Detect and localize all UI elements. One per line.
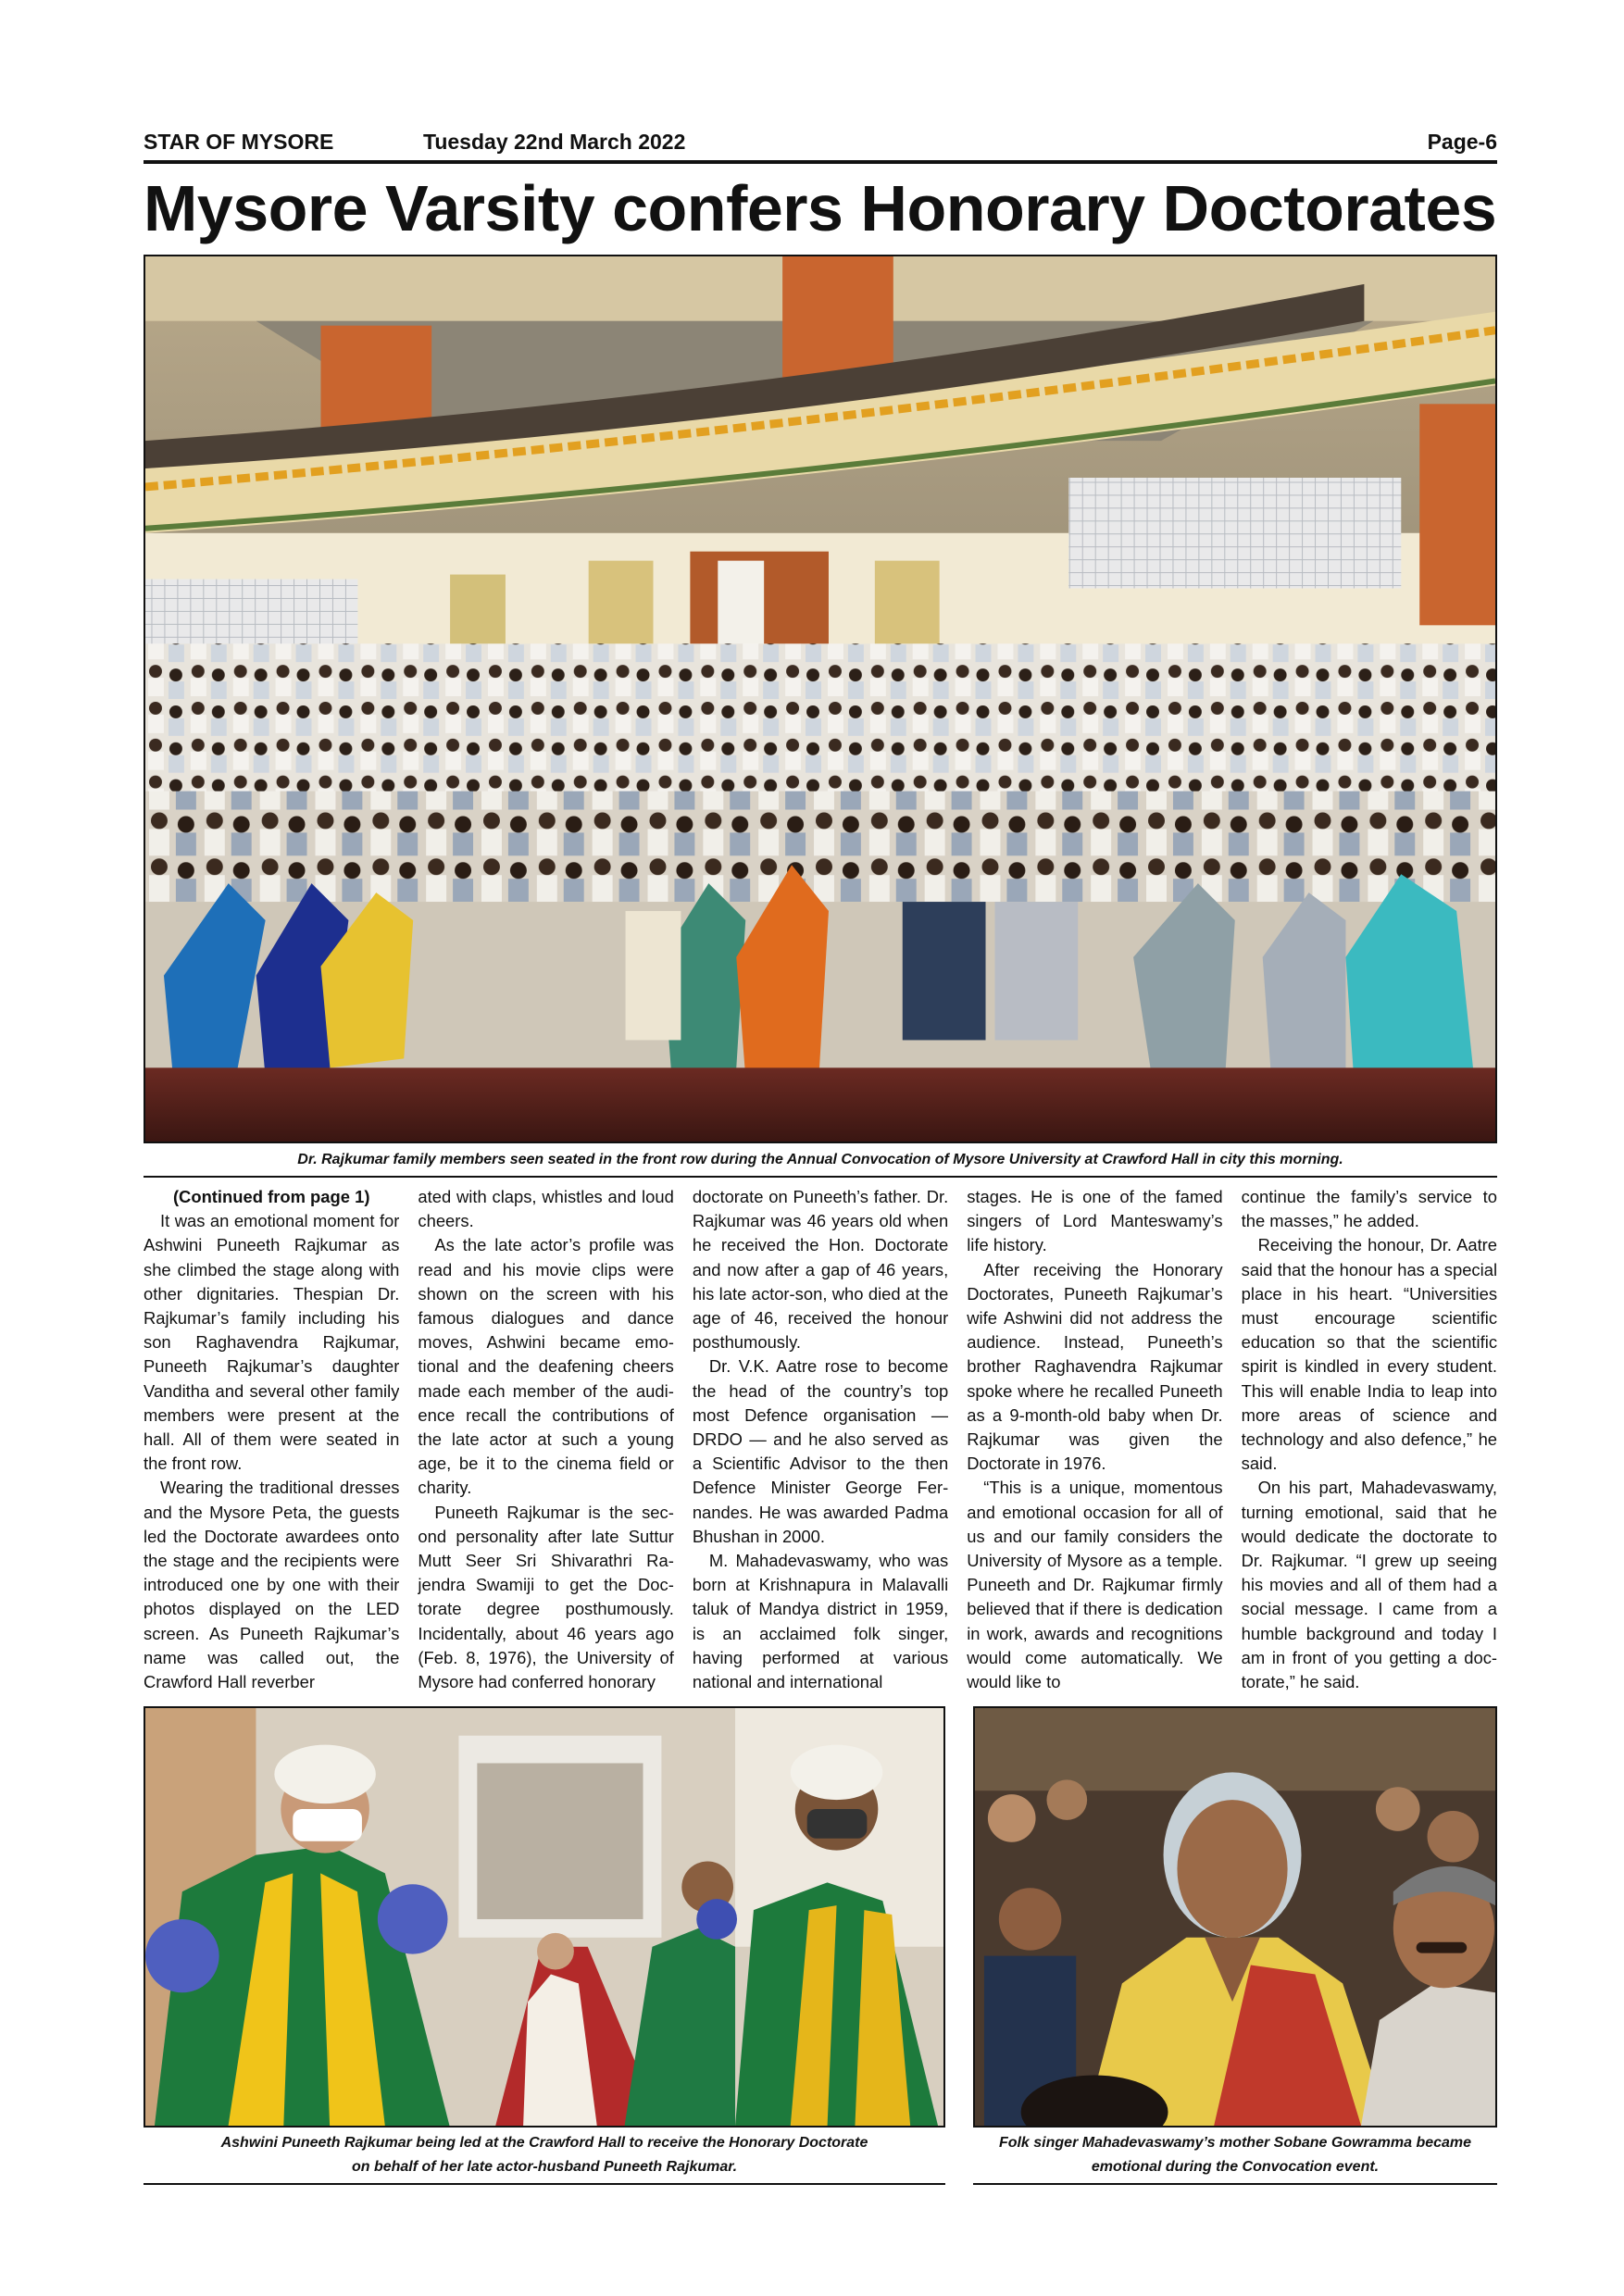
procession-caption-line-2: on behalf of her late actor-husband Puneeth Rajkumar. <box>351 2159 738 2175</box>
paragraph: Wearing the traditional dresses and the Mysore Peta, the guests led the Doctorate awardees onto the stage and the recipients were introduced one by one with their photos displayed on the LED screen. As Puneeth Rajkumar’s name was called out, the Crawford Hall reverber <box>144 1478 400 1692</box>
paragraph: M. Mahadevaswamy, who was born at Krishnapura in Malavalli taluk of Mandya district in 1959, is an acclaimed folk singer, having performed at various national and international <box>692 1551 949 1692</box>
newspaper-name: STAR OF MYSORE <box>144 130 334 154</box>
main-caption-rule <box>144 1176 1497 1178</box>
paragraph: doctorate on Puneeth’s father. Dr. Rajkumar was 46 years old when he received the Hon. Doctorate and now after a gap of 46 years, his late actor-son, who died at the age of 46, received the honour posthumously. <box>692 1187 949 1353</box>
paragraph: stages. He is one of the famed singers of Lord Manteswamy’s life history. <box>967 1187 1223 1255</box>
continued-label: (Continued from page 1) <box>172 1187 370 1206</box>
main-photo-caption: Dr. Rajkumar family members seen seated in the front row during the Annual Convocation of Mysore University at Crawford Hall in city this morning. <box>297 1152 1343 1167</box>
article-column-3 <box>693 1185 948 1696</box>
paragraph: “This is a unique, momentous and emotional occasion for all of us and our family considers the University of Mysore as a temple. Puneeth and Dr. Rajkumar firmly believed that if there is dedication in work, awards and recognitions would come automatically. We would like to <box>967 1478 1223 1692</box>
paragraph: Puneeth Rajkumar is the second personality after late Suttur Mutt Seer Sri Shivarathri Rajendra Swamiji to get the Doctorate degree posthumously. Incidentally, about 46 years ago (Feb. 8, 1976), the University of Mysore had conferred honorary <box>418 1502 674 1692</box>
page-number: Page-6 <box>1427 130 1497 154</box>
paragraph: Receiving the honour, Dr. Aatre said that the honour has a special place in his heart. “Universities must encourage scientific education so that the scientific spirit is kindled in every student. This will enable India to leap into more areas of science and technology and also defence,” he said. <box>1241 1235 1498 1474</box>
procession-caption-line-1: Ashwini Puneeth Rajkumar being led at the Crawford Hall to receive the Honorary Doctorate <box>220 2135 868 2151</box>
issue-date: Tuesday 22nd March 2022 <box>423 130 686 154</box>
paragraph: ated with claps, whistles and loud cheers. <box>418 1187 674 1231</box>
mother-caption-rule <box>973 2183 1497 2185</box>
mother-caption-line-1: Folk singer Mahadevaswamy’s mother Sobane Gowramma became <box>998 2135 1472 2151</box>
headline: Mysore Varsity confers Honorary Doctorates <box>144 172 1497 244</box>
article-column-2 <box>418 1185 673 1696</box>
masthead-rule <box>144 160 1497 164</box>
paragraph: It was an emotional moment for Ashwini Puneeth Rajkumar as she climbed the stage along with other dignitaries. Thespian Dr. Rajkumar’s family including his son Raghavendra Rajkumar, Puneeth Rajkumar’s daughter Vanditha and several other family members were present at the hall. All of them were seated in the front row. <box>144 1211 400 1474</box>
main-photo <box>144 255 1497 1143</box>
article-column-1 <box>144 1185 399 1696</box>
paragraph: Dr. V.K. Aatre rose to become the head of the country’s top most Defence organisation — DRDO — and he also served as a Scientific Advisor to the then Defence Minister George Fernandes. He was awarded Padma Bhushan in 2000. <box>692 1356 949 1546</box>
paragraph: continue the family’s service to the masses,” he added. <box>1241 1187 1498 1231</box>
mother-photo <box>973 1706 1497 2128</box>
paragraph: On his part, Mahadevaswamy, turning emotional, said that he would dedicate the doctorate to Dr. Rajkumar. “I grew up seeing his movies and all of them had a social message. I came from a humble background and today I am in front of you getting a doctorate,” he said. <box>1241 1478 1498 1692</box>
article-body <box>144 1185 1497 1696</box>
procession-caption-rule <box>144 2183 945 2185</box>
masthead <box>144 130 1497 161</box>
mother-caption-line-2: emotional during the Convocation event. <box>1091 2159 1380 2175</box>
paragraph: After receiving the Honorary Doctorates, Puneeth Rajkumar’s wife Ashwini did not address the audience. Instead, Puneeth’s brother Raghavendra Rajkumar spoke where he recalled Puneeth as a 9-month-old baby when Dr. Rajkumar was given the Doctorate in 1976. <box>967 1259 1223 1474</box>
article-column-5 <box>1242 1185 1497 1696</box>
article-column-4 <box>967 1185 1222 1696</box>
procession-photo <box>144 1706 945 2128</box>
paragraph: As the late actor’s profile was read and his movie clips were shown on the screen with his famous dialogues and dance moves, Ashwini became emotional and the deafening cheers made each member of the audience recall the contributions of the late actor at such a young age, be it to the cinema field or charity. <box>418 1235 674 1498</box>
